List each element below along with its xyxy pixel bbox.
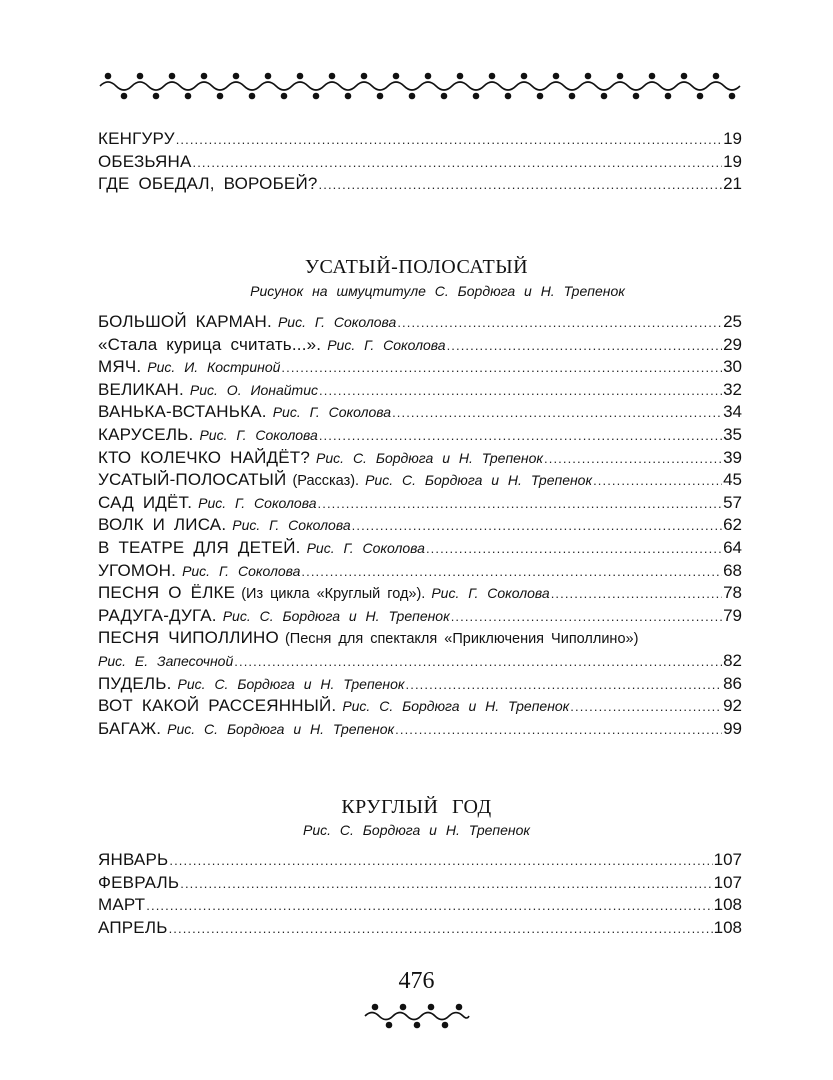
- entry-title: ПУДЕЛЬ.: [98, 673, 172, 693]
- toc-top-list: [98, 128, 742, 196]
- entry-page: 45: [723, 470, 742, 490]
- ornament-top-divider: [98, 68, 742, 104]
- entry-illustrator: Рис. С. Бордюга и Н. Трепенок: [167, 720, 395, 737]
- entry-illustrator: Рис. Г. Соколова: [431, 585, 550, 602]
- entry-page: 34: [723, 402, 742, 422]
- entry-title: ВОЛК И ЛИСА.: [98, 515, 227, 535]
- dot-leader: [180, 872, 712, 889]
- toc-entry: [98, 311, 742, 334]
- entry-title: ФЕВРАЛЬ: [98, 872, 180, 892]
- entry-page: 99: [723, 718, 742, 738]
- dot-leader: [397, 311, 722, 328]
- entry-illustrator: Рис. Г. Соколова: [277, 314, 397, 330]
- page-number: 476: [398, 968, 435, 994]
- entry-illustrator: Рис. Е. Запесочной: [98, 652, 234, 669]
- entry-title: БОЛЬШОЙ КАРМАН.: [98, 312, 272, 331]
- dot-leader: [193, 151, 723, 168]
- toc-entry: [98, 401, 742, 424]
- entry-page: 19: [723, 129, 742, 148]
- dot-leader: [570, 695, 722, 712]
- ornament-bottom-divider: [363, 1001, 471, 1031]
- toc-entry: [98, 560, 742, 583]
- toc-entry: [98, 128, 742, 151]
- entry-illustrator: Рис. Г. Соколова: [306, 539, 425, 556]
- dot-leader: [176, 128, 722, 145]
- toc-entry: [98, 469, 742, 492]
- toc-entry: [98, 673, 742, 696]
- dot-leader: [352, 514, 722, 531]
- entry-page: 21: [723, 174, 742, 194]
- entry-illustrator: Рис. Г. Соколова: [327, 336, 446, 353]
- entry-title: КТО КОЛЕЧКО НАЙДЁТ?: [98, 447, 311, 467]
- toc-entry: [98, 582, 742, 605]
- dot-leader: [451, 605, 722, 622]
- section-subtitle: Рисунок на шмуцтитуле С. Бордюга и Н. Трепенок: [250, 283, 625, 299]
- entry-note: (Из цикла «Круглый год»).: [241, 586, 426, 603]
- entry-title: «Стала курица считать...».: [98, 334, 322, 354]
- entry-title: МЯЧ.: [98, 357, 142, 377]
- entry-page: 107: [713, 850, 742, 869]
- entry-title: ПЕСНЯ О ЁЛКЕ: [98, 583, 236, 603]
- dot-leader: [551, 582, 722, 599]
- entry-illustrator: Рис. С. Бордюга и Н. Трепенок: [365, 472, 593, 489]
- toc-entry: [98, 334, 742, 357]
- entry-page: 35: [723, 424, 742, 444]
- dot-leader: [318, 492, 723, 509]
- entry-page: 78: [723, 583, 742, 603]
- entry-page: 57: [723, 492, 742, 512]
- entry-title: В ТЕАТРЕ ДЛЯ ДЕТЕЙ.: [98, 537, 301, 557]
- toc-entry: [98, 492, 742, 515]
- entry-note: (Песня для спектакля «Приключения Чиполлино»): [284, 631, 639, 648]
- entry-page: 107: [713, 872, 742, 892]
- entry-illustrator: Рис. Г. Соколова: [182, 562, 301, 579]
- entry-title: КЕНГУРУ: [98, 129, 175, 148]
- entry-title: УГОМОН.: [98, 560, 177, 580]
- entry-page: 82: [723, 650, 742, 670]
- entry-illustrator: Рис. О. Ионайтис: [189, 381, 319, 398]
- dot-leader: [447, 334, 723, 351]
- entry-title: ПЕСНЯ ЧИПОЛЛИНО: [98, 628, 279, 648]
- section-title: КРУГЛЫЙ ГОД: [341, 796, 492, 818]
- entry-title: МАРТ: [98, 895, 146, 915]
- dot-leader: [392, 401, 722, 418]
- entry-title: КАРУСЕЛЬ.: [98, 424, 194, 444]
- toc-entry: [98, 718, 742, 741]
- toc-entry: [98, 537, 742, 560]
- dot-leader: [301, 560, 722, 577]
- entry-page: 39: [723, 447, 742, 467]
- toc-entry: [98, 356, 742, 379]
- entry-page: 30: [723, 357, 742, 377]
- entry-title: ВЕЛИКАН.: [98, 379, 184, 399]
- entry-illustrator: Рис. С. Бордюга и Н. Трепенок: [316, 449, 544, 466]
- entry-page: 19: [723, 151, 742, 171]
- dot-leader: [406, 673, 723, 690]
- entry-illustrator: Рис. Г. Соколова: [198, 494, 317, 511]
- toc-entry: [98, 424, 742, 447]
- entry-title: РАДУГА-ДУГА.: [98, 605, 217, 625]
- toc-entry: [98, 917, 742, 940]
- dot-leader: [281, 356, 722, 373]
- toc-entry: [98, 447, 742, 470]
- entry-title: ЯНВАРЬ: [98, 850, 169, 869]
- dot-leader: [395, 718, 722, 735]
- entry-title: БАГАЖ.: [98, 718, 162, 738]
- entry-page: 68: [723, 560, 742, 580]
- entry-illustrator: Рис. Г. Соколова: [199, 426, 318, 443]
- toc-entry: [98, 605, 742, 628]
- entry-illustrator: Рис. И. Костриной: [147, 359, 281, 376]
- toc-section-list: [98, 849, 742, 939]
- entry-illustrator: Рис. С. Бордюга и Н. Трепенок: [222, 607, 450, 624]
- dot-leader: [169, 917, 713, 934]
- toc-entry-continuation: [98, 650, 742, 673]
- dot-leader: [426, 537, 722, 554]
- toc-entry: [98, 849, 742, 872]
- toc-entry: [98, 379, 742, 402]
- entry-page: 62: [723, 515, 742, 535]
- entry-page: 32: [723, 379, 742, 399]
- entry-illustrator: Рис. С. Бордюга и Н. Трепенок: [177, 675, 405, 692]
- dot-leader: [146, 894, 712, 911]
- entry-title: ОБЕЗЬЯНА: [98, 151, 192, 171]
- entry-note: (Рассказ).: [292, 473, 360, 490]
- entry-title: САД ИДЁТ.: [98, 492, 193, 512]
- entry-page: 92: [723, 696, 742, 716]
- entry-illustrator: Рис. С. Бордюга и Н. Трепенок: [342, 698, 570, 715]
- entry-title: УСАТЫЙ-ПОЛОСАТЫЙ: [98, 470, 287, 490]
- entry-title: АПРЕЛЬ: [98, 917, 168, 937]
- entry-page: 64: [723, 537, 742, 557]
- toc-section-list: [98, 311, 742, 740]
- section-title: УСАТЫЙ-ПОЛОСАТЫЙ: [304, 256, 529, 278]
- entry-page: 108: [713, 917, 742, 937]
- dot-leader: [593, 469, 722, 486]
- dot-leader: [319, 379, 722, 396]
- entry-page: 79: [723, 605, 742, 625]
- section-subtitle: Рис. С. Бордюга и Н. Трепенок: [303, 822, 530, 838]
- entry-illustrator: Рис. Г. Соколова: [272, 404, 392, 421]
- entry-page: 25: [723, 312, 742, 331]
- toc-entry: [98, 514, 742, 537]
- toc-entry: [98, 173, 742, 196]
- entry-title: ВОТ КАКОЙ РАССЕЯННЫЙ.: [98, 696, 337, 716]
- toc-entry: [98, 894, 742, 917]
- dot-leader: [319, 173, 723, 190]
- dot-leader: [234, 650, 722, 667]
- toc-entry: [98, 627, 742, 650]
- entry-page: 29: [723, 334, 742, 354]
- dot-leader: [544, 447, 722, 464]
- entry-page: 86: [723, 673, 742, 693]
- entry-page: 108: [713, 895, 742, 915]
- entry-illustrator: Рис. Г. Соколова: [232, 517, 351, 534]
- dot-leader: [319, 424, 722, 441]
- toc-entry: [98, 695, 742, 718]
- entry-title: ГДЕ ОБЕДАЛ, ВОРОБЕЙ?: [98, 174, 318, 194]
- toc-entry: [98, 151, 742, 174]
- dot-leader: [169, 849, 712, 866]
- toc-entry: [98, 872, 742, 895]
- entry-title: ВАНЬКА-ВСТАНЬКА.: [98, 402, 267, 422]
